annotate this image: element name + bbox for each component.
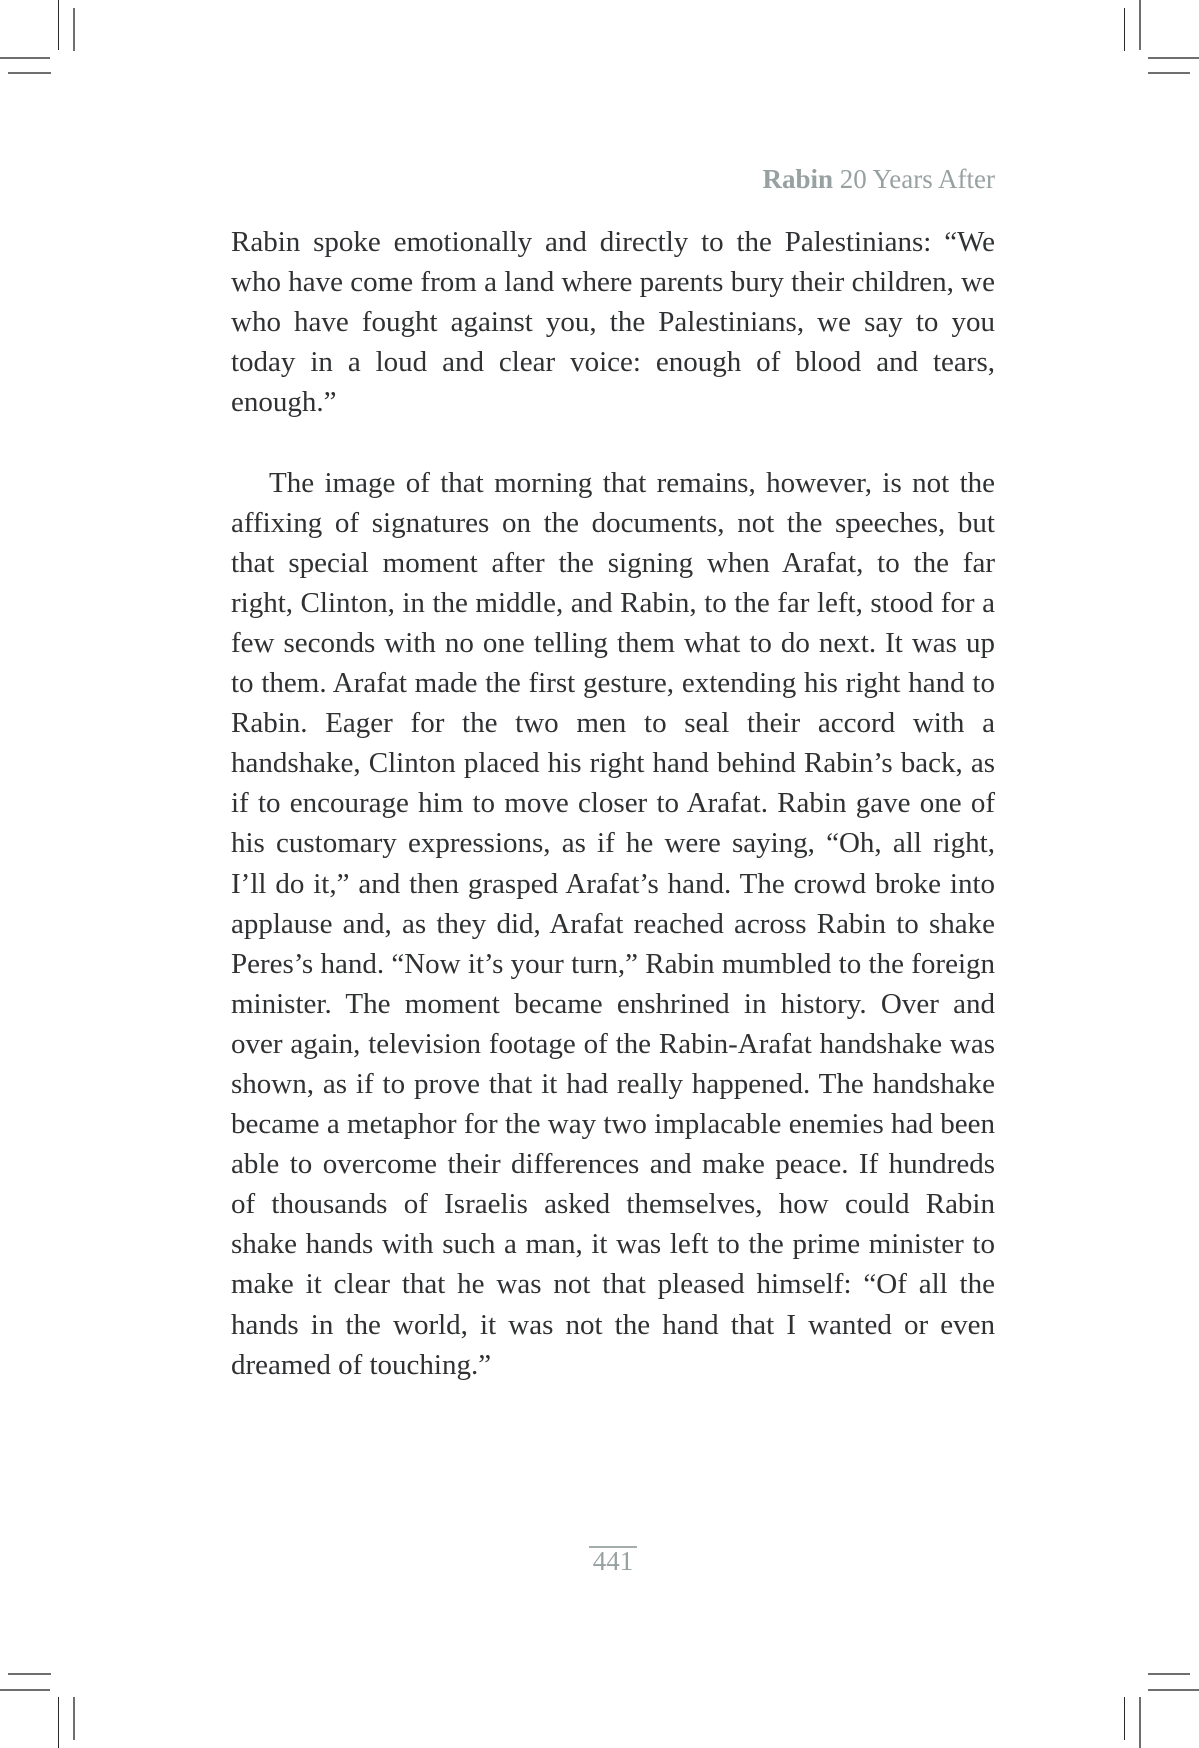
crop-mark-bottom-left-horizontal-outer bbox=[0, 1689, 50, 1691]
running-header-rest: 20 Years After bbox=[833, 164, 995, 194]
paragraph-2: The image of that morning that remains, however, is not the affixing of signatures on the documents, not the speeches, but that special moment after the signing when Arafat, to the far right, Clinton, in the middle, and Rabin, to the far left, stood for a few seconds with no one telling them what to do next. It was up to them. Arafat made the first gesture, extending his right hand to Rabin. Eager for the two men to seal their accord with a handshake, Clinton placed his right hand behind Rabin’s back, as if to encourage him to move closer to Arafat. Rabin gave one of his customary expressions, as if he were saying, “Oh, all right, I’ll do it,” and then grasped Arafat’s hand. The crowd broke into applause and, as they did, Arafat reached across Rabin to shake Peres’s hand. “Now it’s your turn,” Rabin mumbled to the foreign minister. The moment became enshrined in history. Over and over again, television footage of the Rabin-Arafat handshake was shown, as if to prove that it had really happened. The handshake became a metaphor for the way two implacable enemies had been able to overcome their differences and make peace. If hundreds of thousands of Israelis asked themselves, how could Rabin shake hands with such a man, it was left to the prime minister to make it clear that he was not that pleased himself: “Of all the hands in the world, it was not the hand that I wanted or even dreamed of touching.” bbox=[231, 466, 995, 1381]
crop-mark-top-left-vertical-outer bbox=[58, 0, 59, 50]
crop-mark-bottom-right-vertical-inner bbox=[1124, 1697, 1125, 1740]
crop-mark-bottom-right-vertical-outer bbox=[1139, 1697, 1141, 1748]
running-header-bold: Rabin bbox=[762, 164, 833, 194]
crop-mark-top-right-vertical-outer bbox=[1139, 0, 1141, 50]
paragraph-1: Rabin spoke emotionally and directly to the Palestinians: “We who have come from a land where parents bury their children, we who have fought against you, the Palestinians, we say to you today in a loud and clear voice: enough of blood and tears, enough.” bbox=[231, 226, 995, 419]
crop-mark-bottom-right-horizontal-outer bbox=[1148, 1689, 1199, 1691]
crop-mark-top-left-vertical-inner bbox=[73, 8, 75, 51]
body-text bbox=[231, 222, 995, 1385]
crop-mark-bottom-left-vertical-inner bbox=[73, 1697, 75, 1740]
crop-mark-top-left-horizontal-inner bbox=[8, 72, 51, 74]
crop-mark-top-right-horizontal-inner bbox=[1148, 72, 1190, 74]
crop-mark-top-left-horizontal-outer bbox=[0, 57, 50, 59]
page-number: 441 bbox=[592, 1546, 634, 1576]
crop-mark-top-right-horizontal-outer bbox=[1148, 57, 1199, 59]
crop-mark-top-right-vertical-inner bbox=[1124, 8, 1125, 51]
crop-mark-bottom-left-horizontal-inner bbox=[8, 1673, 51, 1675]
running-header bbox=[762, 164, 995, 195]
crop-mark-bottom-left-vertical-outer bbox=[58, 1697, 59, 1748]
crop-mark-bottom-right-horizontal-inner bbox=[1148, 1673, 1190, 1675]
